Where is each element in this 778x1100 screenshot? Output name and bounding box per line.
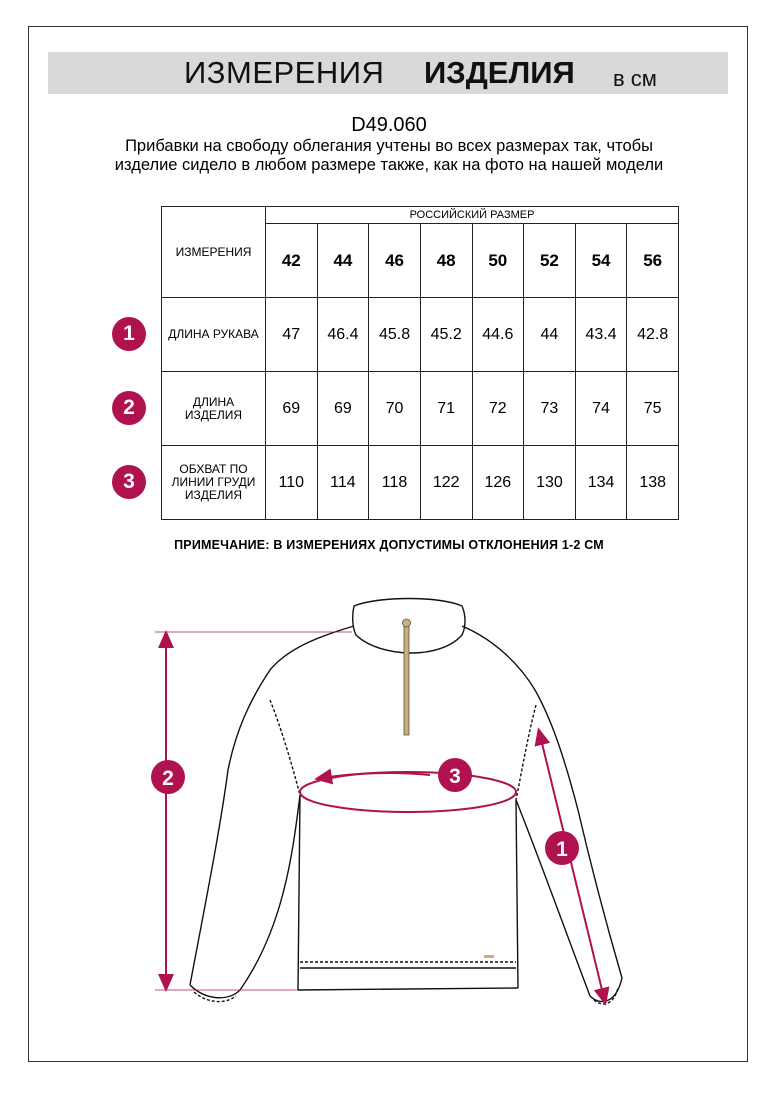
title-part2: ИЗДЕЛИЯ bbox=[424, 55, 575, 90]
size-header: 50 bbox=[472, 224, 524, 298]
product-code: D49.060 bbox=[351, 114, 427, 136]
size-header: 48 bbox=[420, 224, 472, 298]
table-cell: 74 bbox=[575, 372, 627, 446]
table-cell: 45.2 bbox=[420, 298, 472, 372]
row-number-badge-2: 2 bbox=[112, 391, 146, 425]
table-cell: 44 bbox=[524, 298, 576, 372]
row-label-length: ДЛИНА ИЗДЕЛИЯ bbox=[162, 372, 266, 446]
table-cell: 45.8 bbox=[369, 298, 421, 372]
table-cell: 126 bbox=[472, 446, 524, 520]
size-group-label: РОССИЙСКИЙ РАЗМЕР bbox=[266, 207, 679, 224]
table-cell: 69 bbox=[317, 372, 369, 446]
size-header: 46 bbox=[369, 224, 421, 298]
table-cell: 72 bbox=[472, 372, 524, 446]
sleeve-measure bbox=[540, 735, 604, 998]
title-part1: ИЗМЕРЕНИЯ bbox=[184, 55, 385, 90]
row-label-chest: ОБХВАТ ПО ЛИНИИ ГРУДИ ИЗДЕЛИЯ bbox=[162, 446, 266, 520]
chest-measure bbox=[300, 772, 516, 812]
table-cell: 43.4 bbox=[575, 298, 627, 372]
row-number-badge-1: 1 bbox=[112, 317, 146, 351]
chest-marker-label: 3 bbox=[449, 765, 461, 788]
table-cell: 118 bbox=[369, 446, 421, 520]
size-header: 42 bbox=[266, 224, 318, 298]
length-marker-label: 2 bbox=[162, 767, 174, 790]
table-cell: 44.6 bbox=[472, 298, 524, 372]
table-corner-label: ИЗМЕРЕНИЯ bbox=[162, 207, 266, 298]
table-cell: 138 bbox=[627, 446, 679, 520]
table-cell: 122 bbox=[420, 446, 472, 520]
table-cell: 114 bbox=[317, 446, 369, 520]
table-cell: 134 bbox=[575, 446, 627, 520]
table-cell: 130 bbox=[524, 446, 576, 520]
row-number-badge-3: 3 bbox=[112, 465, 146, 499]
table-cell: 46.4 bbox=[317, 298, 369, 372]
table-cell: 71 bbox=[420, 372, 472, 446]
table-cell: 69 bbox=[266, 372, 318, 446]
table-cell: 73 bbox=[524, 372, 576, 446]
intro-text: Прибавки на свободу облегания учтены во всех размерах так, чтобы изделие сидело в любом размере также, как на фото на нашей модели bbox=[114, 137, 664, 174]
length-measure bbox=[155, 632, 352, 990]
title-unit: в см bbox=[613, 66, 657, 91]
size-header: 44 bbox=[317, 224, 369, 298]
sleeve-marker-label: 1 bbox=[556, 838, 568, 861]
table-cell: 42.8 bbox=[627, 298, 679, 372]
row-label-sleeve: ДЛИНА РУКАВА bbox=[162, 298, 266, 372]
table-cell: 70 bbox=[369, 372, 421, 446]
size-header: 56 bbox=[627, 224, 679, 298]
table-cell: 110 bbox=[266, 446, 318, 520]
size-header: 52 bbox=[524, 224, 576, 298]
size-header: 54 bbox=[575, 224, 627, 298]
table-cell: 75 bbox=[627, 372, 679, 446]
table-cell: 47 bbox=[266, 298, 318, 372]
tolerance-note: ПРИМЕЧАНИЕ: В ИЗМЕРЕНИЯХ ДОПУСТИМЫ ОТКЛОНЕНИЯ 1-2 СМ bbox=[174, 538, 604, 552]
